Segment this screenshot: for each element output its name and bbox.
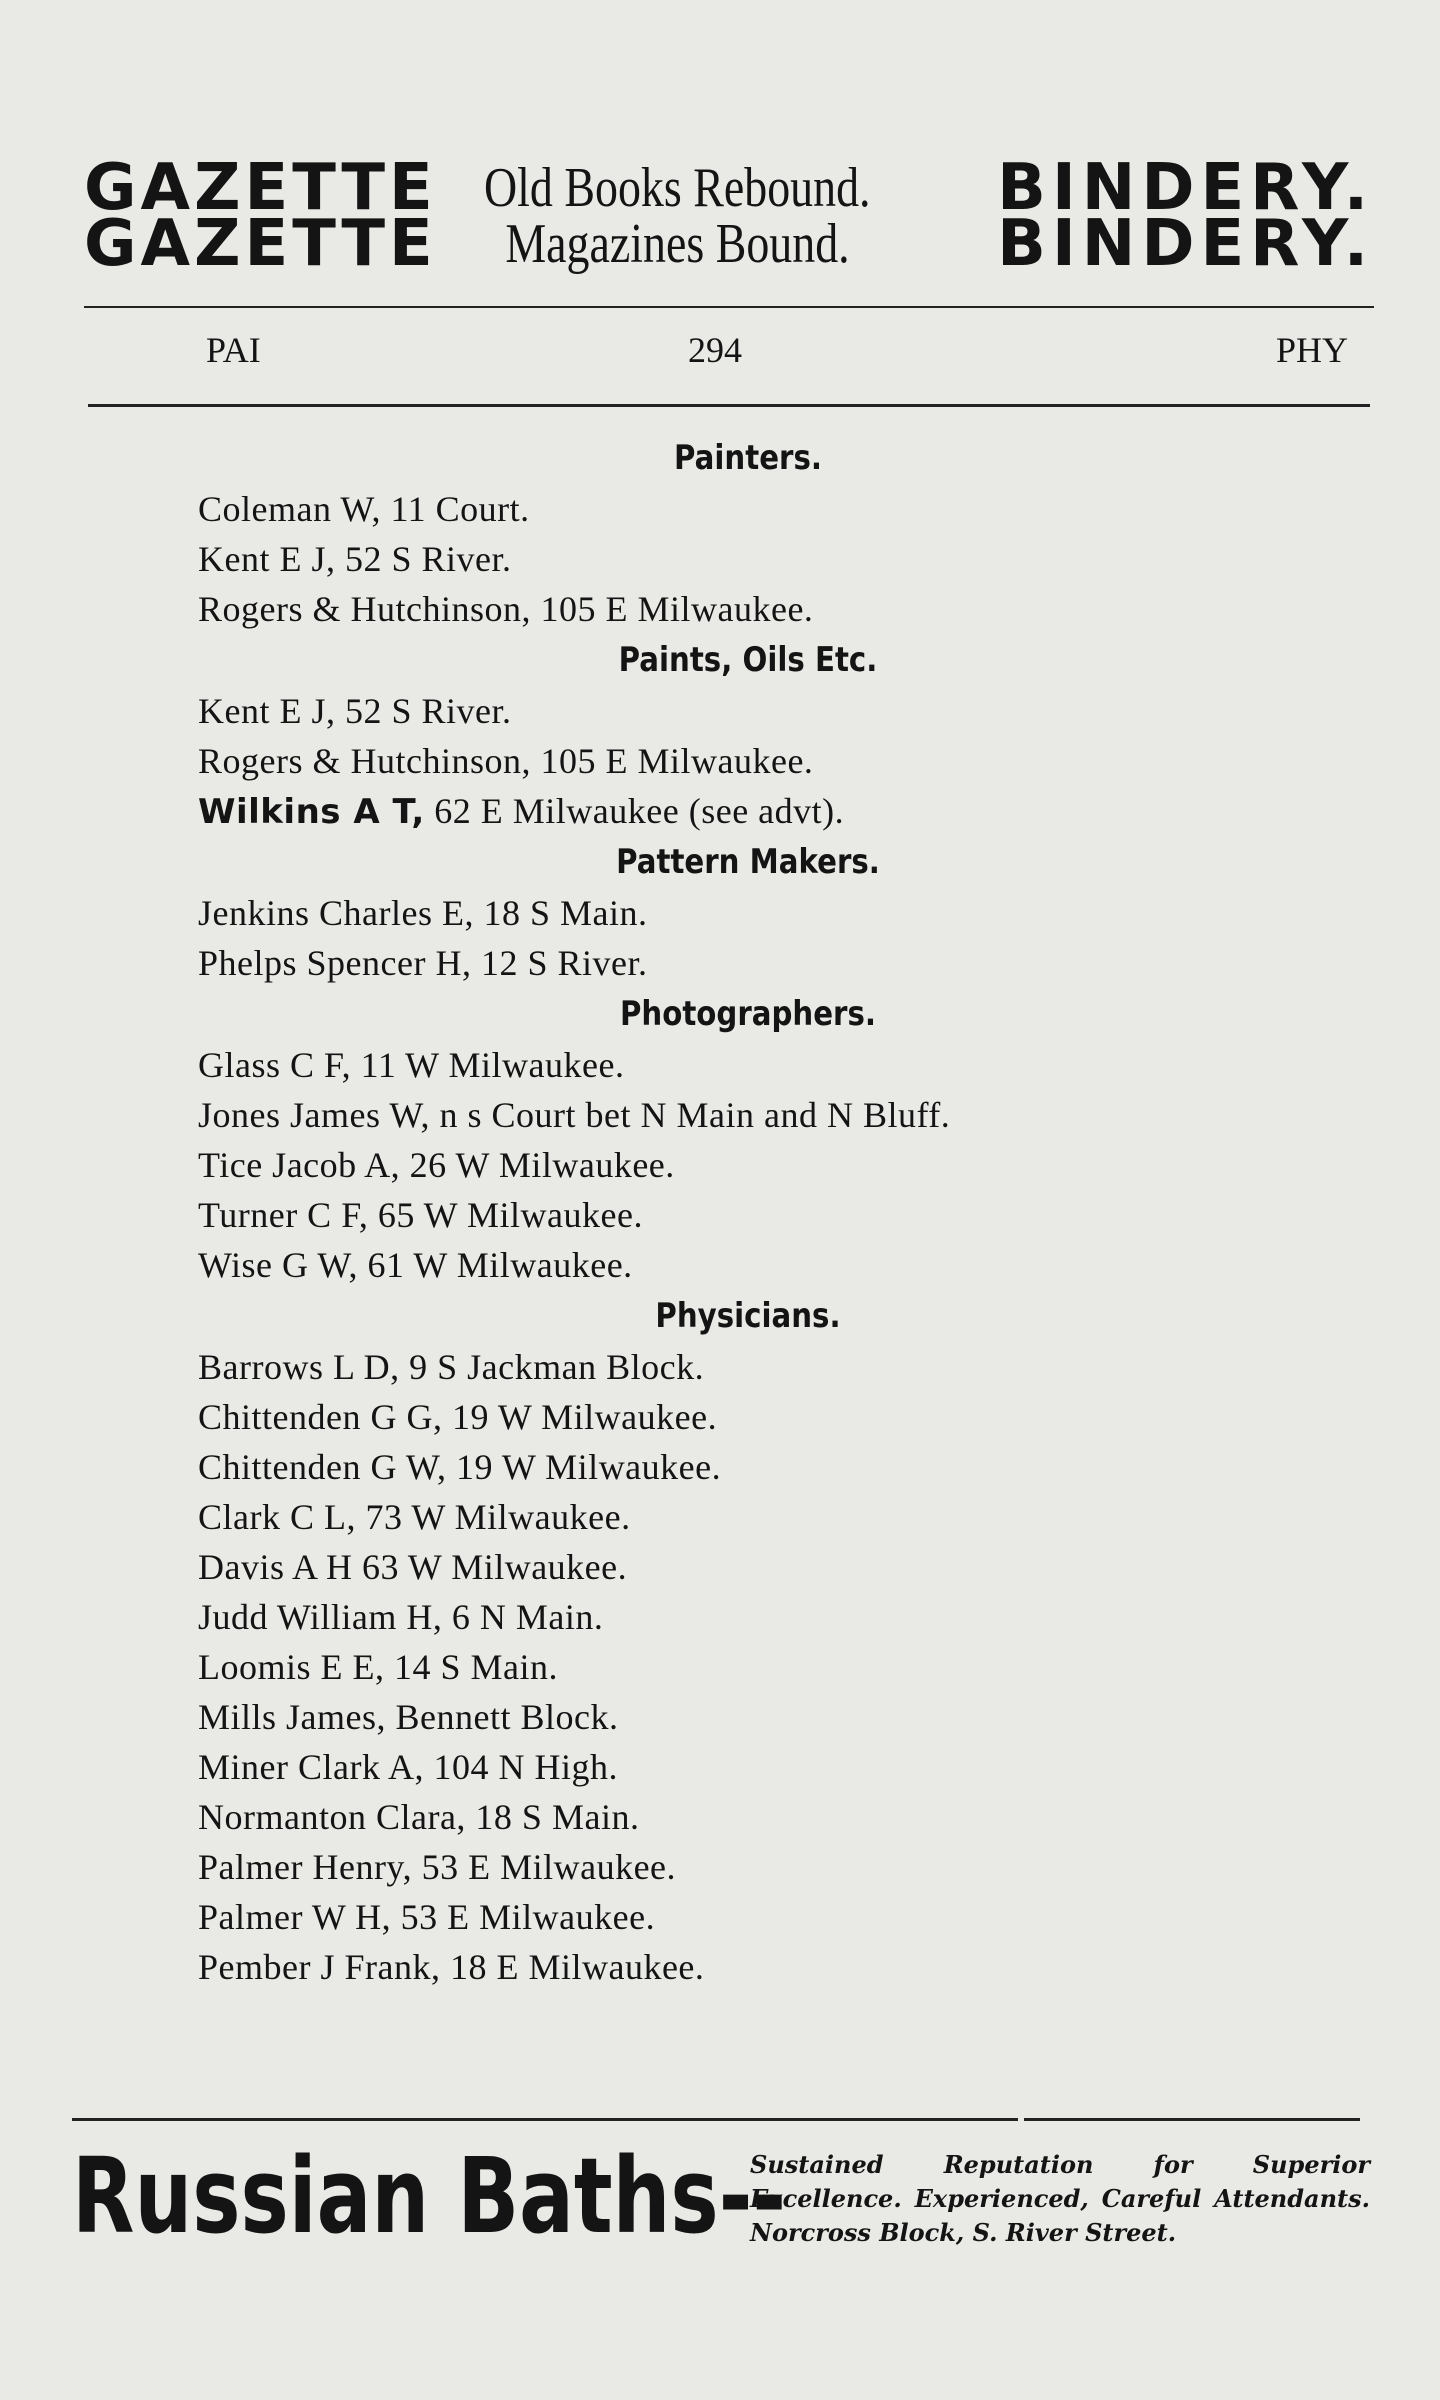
page-number: 294 xyxy=(688,330,742,370)
listing-entry xyxy=(198,1492,1298,1542)
entry-text: Palmer Henry, 53 E Milwaukee. xyxy=(198,1847,677,1887)
gazette-wordmark xyxy=(84,151,464,281)
entry-text: Glass C F, 11 W Milwaukee. xyxy=(198,1045,625,1085)
listing-entry xyxy=(198,1542,1298,1592)
listing-entry xyxy=(198,484,1298,534)
entry-text: Coleman W, 11 Court. xyxy=(198,489,530,529)
entry-text: Clark C L, 73 W Milwaukee. xyxy=(198,1497,631,1537)
entry-text: Miner Clark A, 104 N High. xyxy=(198,1747,618,1787)
listing-entry xyxy=(198,1342,1298,1392)
category-heading: Physicians. xyxy=(655,1296,841,1336)
listing-entry xyxy=(198,1692,1298,1742)
entry-text: Phelps Spencer H, 12 S River. xyxy=(198,943,648,983)
entry-text: Tice Jacob A, 26 W Milwaukee. xyxy=(198,1145,675,1185)
listing-entry xyxy=(198,1892,1298,1942)
gazette-line-2: GAZETTE xyxy=(84,207,437,281)
footer-rule-left xyxy=(72,2118,1018,2121)
service-line-1: Old Books Rebound. xyxy=(484,157,871,219)
header-rule-bottom xyxy=(88,404,1370,407)
entry-text: Judd William H, 6 N Main. xyxy=(198,1597,604,1637)
category-heading: Pattern Makers. xyxy=(616,842,880,882)
entry-text: Jones James W, n s Court bet N Main and N Bluff. xyxy=(198,1095,951,1135)
listing-entry xyxy=(198,1842,1298,1892)
bindery-wordmark xyxy=(987,151,1374,281)
listing-entry xyxy=(198,1442,1298,1492)
listing-entry xyxy=(198,1392,1298,1442)
listing-entry xyxy=(198,1742,1298,1792)
listing-entry xyxy=(198,1942,1298,1992)
running-head-left: PAI xyxy=(206,330,261,370)
russian-baths-description: Sustained Reputation for Superior Excellence. Experienced, Careful Attendants. Norcross Block, S. River Street. xyxy=(750,2150,1370,2247)
entry-text: 62 E Milwaukee (see advt). xyxy=(424,791,845,831)
running-head-right: PHY xyxy=(1276,330,1349,370)
business-listings xyxy=(198,432,1298,1992)
entry-text: Kent E J, 52 S River. xyxy=(198,539,512,579)
entry-text: Loomis E E, 14 S Main. xyxy=(198,1647,558,1687)
entry-text: Chittenden G G, 19 W Milwaukee. xyxy=(198,1397,718,1437)
advertiser-name: Wilkins A T, xyxy=(198,792,425,832)
listing-entry xyxy=(198,938,1298,988)
listing-entry xyxy=(198,1140,1298,1190)
listing-entry xyxy=(198,686,1298,736)
listing-entry xyxy=(198,1190,1298,1240)
listing-entry xyxy=(198,1040,1298,1090)
service-line-2: Magazines Bound. xyxy=(505,213,850,275)
listing-entry xyxy=(198,1090,1298,1140)
bindery-services xyxy=(484,157,1044,275)
category-heading: Photographers. xyxy=(619,994,876,1034)
entry-text: Wise G W, 61 W Milwaukee. xyxy=(198,1245,633,1285)
category-heading: Painters. xyxy=(674,438,822,478)
entry-text: Kent E J, 52 S River. xyxy=(198,691,512,731)
listing-entry xyxy=(198,534,1298,584)
listing-entry xyxy=(198,1240,1298,1290)
footer-rule-right xyxy=(1024,2118,1360,2121)
entry-text: Palmer W H, 53 E Milwaukee. xyxy=(198,1897,656,1937)
entry-text: Barrows L D, 9 S Jackman Block. xyxy=(198,1347,705,1387)
entry-text: Mills James, Bennett Block. xyxy=(198,1697,619,1737)
listing-entry xyxy=(198,1792,1298,1842)
bindery-line-2: BINDERY. xyxy=(997,207,1374,281)
listing-entry xyxy=(198,786,1298,836)
listing-entry xyxy=(198,1592,1298,1642)
bindery-line-1: BINDERY. xyxy=(997,151,1374,225)
entry-text: Turner C F, 65 W Milwaukee. xyxy=(198,1195,643,1235)
russian-baths-headline: Russian Baths-- xyxy=(72,2135,787,2257)
gazette-line-1: GAZETTE xyxy=(84,151,437,225)
entry-text: Davis A H 63 W Milwaukee. xyxy=(198,1547,628,1587)
entry-text: Chittenden G W, 19 W Milwaukee. xyxy=(198,1447,722,1487)
entry-text: Rogers & Hutchinson, 105 E Milwaukee. xyxy=(198,741,814,781)
header-rule-top xyxy=(84,306,1374,308)
listing-entry xyxy=(198,736,1298,786)
entry-text: Rogers & Hutchinson, 105 E Milwaukee. xyxy=(198,589,814,629)
listing-entry xyxy=(198,584,1298,634)
entry-text: Pember J Frank, 18 E Milwaukee. xyxy=(198,1947,705,1987)
entry-text: Normanton Clara, 18 S Main. xyxy=(198,1797,640,1837)
category-heading: Paints, Oils Etc. xyxy=(618,640,878,680)
listing-entry xyxy=(198,1642,1298,1692)
gazette-bindery-advertisement xyxy=(84,151,1374,290)
entry-text: Jenkins Charles E, 18 S Main. xyxy=(198,893,648,933)
listing-entry xyxy=(198,888,1298,938)
